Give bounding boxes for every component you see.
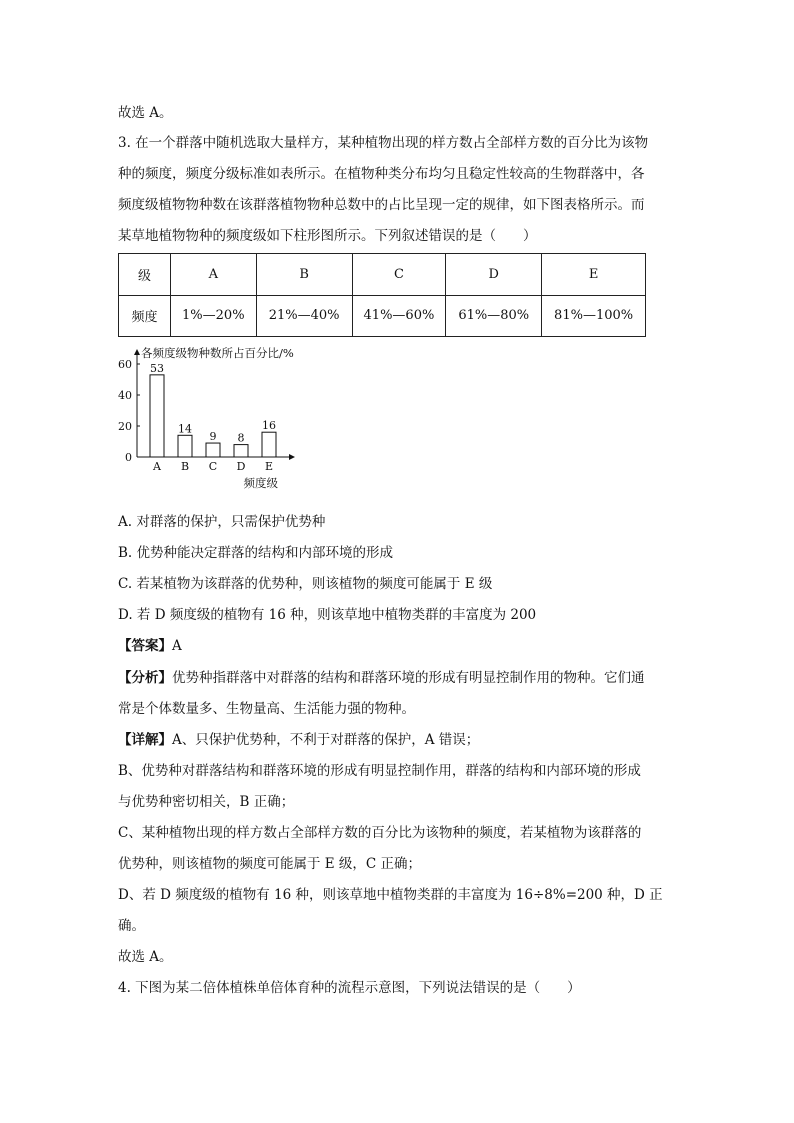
analysis-line-2: 常是个体数量多、生物量高、生活能力强的物种。 [118,701,415,717]
x-tick-label: D [236,460,246,473]
bar [206,443,220,457]
bar-value-label: 53 [150,361,164,375]
y-tick-label: 40 [118,389,132,402]
table-cell: 61%—80% [446,295,542,337]
question-3-line-4: 某草地植物物种的频度级如下柱形图所示。下列叙述错误的是（ ） [118,228,537,244]
table-header-cell: C [352,254,446,296]
table-row [119,295,646,337]
detail-line-5: 优势种，则该植物的频度可能属于 E 级，C 正确； [118,856,422,872]
y-tick-label: 60 [118,358,132,371]
option-b: B. 优势种能决定群落的结构和内部环境的形成 [118,545,394,561]
bar [262,432,276,457]
table-header-cell: A [170,254,256,296]
x-axis-label: 频度级 [243,476,278,490]
frequency-bar-chart [112,342,312,502]
table-cell: 1%—20% [170,295,256,337]
table-header-cell: 级 [119,254,171,296]
y-tick-label: 20 [118,420,132,433]
option-c: C. 若某植物为该群落的优势种，则该植物的频度可能属于 E 级 [118,576,493,592]
detail-line-1 [118,731,479,749]
detail-line-4: C、某种植物出现的样方数占全部样方数的百分比为该物种的频度，若某植物为该群落的 [118,825,642,841]
bar-value-label: 9 [209,430,217,444]
x-tick-label: C [208,460,218,473]
table-row [119,254,646,296]
bar [234,445,248,457]
conclusion-line: 故选 A。 [118,105,173,121]
question-4-line: 4. 下图为某二倍体植株单倍体育种的流程示意图，下列说法错误的是（ ） [118,980,581,996]
detail-line-8: 故选 A。 [118,949,173,965]
table-header-cell: B [256,254,352,296]
table-cell: 21%—40% [256,295,352,337]
answer-text: A [172,638,182,654]
y-tick-label: 0 [125,451,132,464]
table-cell: 频度 [119,295,171,337]
question-3-line-2: 种的频度，频度分级标准如表所示。在植物种类分布均匀且稳定性较高的生物群落中，各 [118,166,645,182]
analysis-line-1 [118,669,645,687]
answer-line [118,637,182,655]
frequency-table [118,253,646,337]
table-cell: 81%—100% [542,295,646,337]
detail-line-6: D、若 D 频度级的植物有 16 种，则该草地中植物类群的丰富度为 16÷8%=200 种，D 正 [118,887,663,903]
detail-text: A、只保护优势种，不利于对群落的保护，A 错误； [172,732,480,748]
analysis-text: 优势种指群落中对群落的结构和群落环境的形成有明显控制作用的物种。它们通 [172,670,645,686]
chart-title: 各频度级物种数所占百分比/% [141,346,294,360]
question-3-line-3: 频度级植物物种数在该群落植物物种总数中的占比呈现一定的规律，如下图表格所示。而 [118,197,645,213]
bar-value-label: 14 [178,422,192,436]
table-header-cell: D [446,254,542,296]
option-a: A. 对群落的保护，只需保护优势种 [118,514,326,530]
x-tick-label: A [153,460,161,473]
question-3-line-1: 3. 在一个群落中随机选取大量样方，某种植物出现的样方数占全部样方数的百分比为该物 [118,135,649,151]
table-header-cell: E [542,254,646,296]
x-tick-label: E [264,460,274,473]
option-d: D. 若 D 频度级的植物有 16 种，则该草地中植物类群的丰富度为 200 [118,607,537,623]
detail-line-3: 与优势种密切相关，B 正确； [118,794,295,810]
bar-value-label: 8 [237,431,245,445]
bar [178,435,192,457]
detail-line-7: 确。 [118,918,145,934]
bar-value-label: 16 [262,419,276,433]
analysis-tag: 【分析】 [118,670,172,686]
detail-line-2: B、优势种对群落结构和群落环境的形成有明显控制作用，群落的结构和内部环境的形成 [118,763,641,779]
detail-tag: 【详解】 [118,732,172,748]
bar [150,375,164,457]
table-cell: 41%—60% [352,295,446,337]
answer-tag: 【答案】 [118,638,172,654]
x-tick-label: B [180,460,190,473]
